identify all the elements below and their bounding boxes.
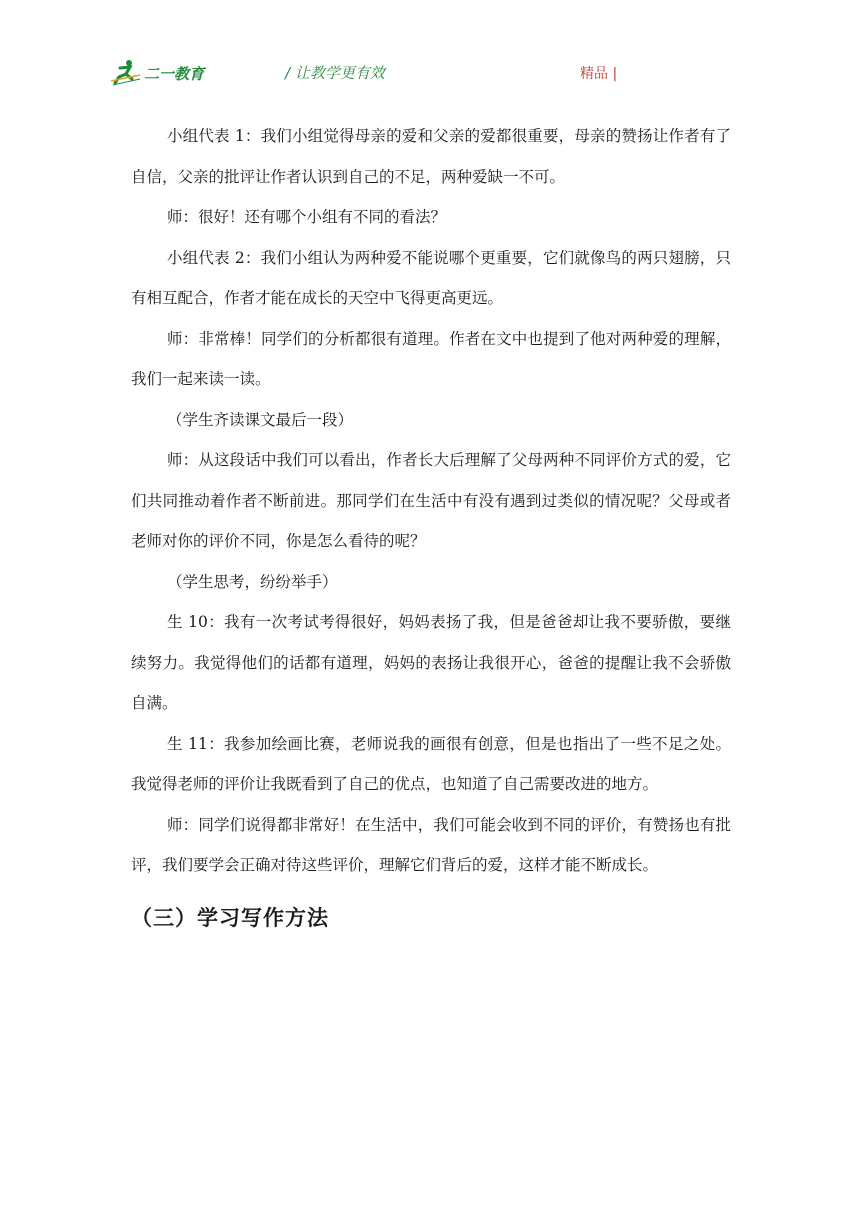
section-heading: （三）学习写作方法 (131, 904, 329, 930)
paragraph: 小组代表 1：我们小组觉得母亲的爱和父亲的爱都很重要，母亲的赞扬让作者有了自信，父亲的批评让作者认识到自己的不足，两种爱缺一不可。 (131, 127, 731, 186)
paragraph: 师：非常棒！同学们的分析都很有道理。作者在文中也提到了他对两种爱的理解，我们一起来读一读。 (131, 329, 731, 388)
paragraph: 师：从这段话中我们可以看出，作者长大后理解了父母两种不同评价方式的爱，它们共同推动着作者不断前进。那同学们在生活中有没有遇到过类似的情况呢？父母或者老师对你的评价不同，你是怎么看待的呢？ (131, 451, 731, 550)
quality-badge: 精品 | (580, 66, 618, 82)
runner-logo-icon (110, 59, 142, 87)
logo-text: 二一教育 (144, 64, 205, 83)
paragraph: （学生齐读课文最后一段） (167, 410, 354, 429)
document-body (131, 116, 731, 932)
paragraph: 师：同学们说得都非常好！在生活中，我们可能会收到不同的评价，有赞扬也有批评，我们要学会正确对待这些评价，理解它们背后的爱，这样才能不断成长。 (131, 815, 731, 874)
paragraph: （学生思考，纷纷举手） (167, 572, 338, 591)
page-header (0, 0, 860, 100)
paragraph: 生 11：我参加绘画比赛，老师说我的画很有创意，但是也指出了一些不足之处。我觉得老师的评价让我既看到了自己的优点，也知道了自己需要改进的地方。 (131, 734, 731, 793)
paragraph: 小组代表 2：我们小组认为两种爱不能说哪个更重要，它们就像鸟的两只翅膀，只有相互配合，作者才能在成长的天空中飞得更高更远。 (131, 248, 731, 307)
logo (110, 58, 205, 88)
paragraph: 生 10：我有一次考试考得很好，妈妈表扬了我，但是爸爸却让我不要骄傲，要继续努力。我觉得他们的话都有道理，妈妈的表扬让我很开心，爸爸的提醒让我不会骄傲自满。 (131, 613, 731, 712)
paragraph: 师：很好！还有哪个小组有不同的看法？ (167, 208, 447, 226)
header-slogan: / 让教学更有效 (285, 64, 385, 82)
